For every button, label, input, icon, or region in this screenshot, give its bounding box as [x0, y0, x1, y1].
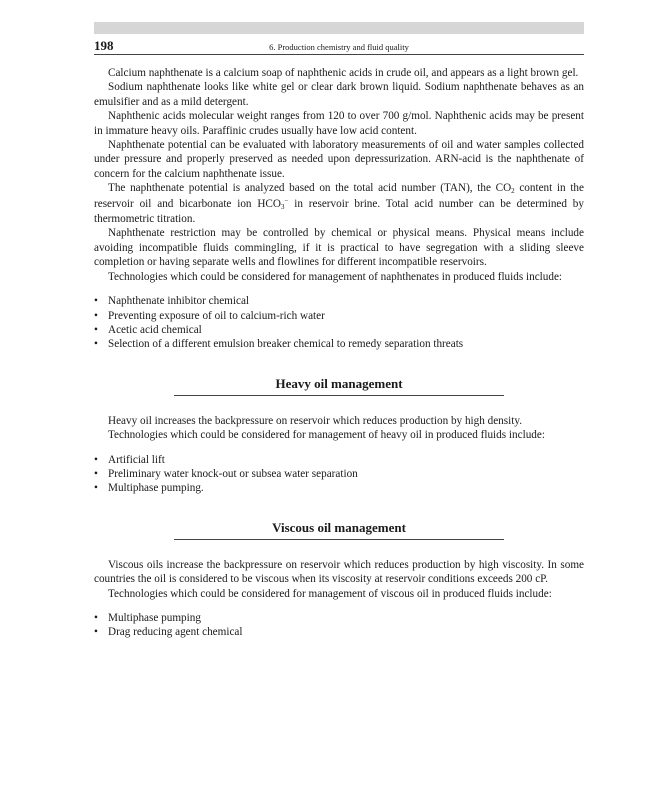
- heading-heavy-oil: Heavy oil management: [275, 375, 403, 391]
- naphthenate-bullet-list: [94, 294, 584, 352]
- list-item: • Preventing exposure of oil to calcium-rich water: [94, 309, 584, 323]
- page-body: [94, 66, 584, 640]
- heading-viscous-oil: Viscous oil management: [272, 519, 406, 535]
- list-item: • Artificial lift: [94, 453, 584, 467]
- paragraph-tan: The naphthenate potential is analyzed based on the total acid number (TAN), the $CO_2$ content in the reservoir oil and bicarbonate ion $HCO_3^-$ in reservoir brine. Total acid number can be determined by thermometric titration.: [94, 182, 584, 226]
- list-item: • Drag reducing agent chemical: [94, 625, 584, 639]
- heading-rule: [174, 539, 504, 540]
- paragraph-calcium-naphthenate: Calcium naphthenate is a calcium soap of naphthenic acids in crude oil, and appears as a light brown gel.: [108, 67, 579, 79]
- list-item: • Multiphase pumping: [94, 611, 584, 625]
- paragraph-molecular-weight: Naphthenic acids molecular weight ranges from 120 to over 700 g/mol. Naphthenic acids may be present in immature heavy oils. Paraffinic crudes usually have low acid content.: [94, 110, 584, 137]
- header-bar: [94, 22, 584, 34]
- paragraph-naphthenate-restriction: Naphthenate restriction may be controlled by chemical or physical means. Physical means include avoiding incompatible fluids commingling, if it is practical to have segregation with a sliding sleeve completion or having separate wells and flowlines for different incompatible reservoirs.: [94, 227, 584, 269]
- running-head: 6. Production chemistry and fluid quality: [269, 42, 409, 52]
- list-item: • Acetic acid chemical: [94, 323, 584, 337]
- header-rule: [94, 54, 584, 55]
- paragraph-heavy-oil-technologies: Technologies which could be considered for management of heavy oil in produced fluids include:: [108, 429, 545, 442]
- heading-rule: [174, 395, 504, 396]
- paragraph-sodium-naphthenate: Sodium naphthenate looks like white gel or clear dark brown liquid. Sodium naphthenate behaves as an emulsifier and as a mild detergent.: [94, 81, 584, 108]
- list-item: • Naphthenate inhibitor chemical: [94, 294, 584, 308]
- list-item: • Selection of a different emulsion breaker chemical to remedy separation threats: [94, 337, 584, 351]
- paragraph-naphthenate-potential: Naphthenate potential can be evaluated with laboratory measurements of oil and water samples collected under pressure and properly preserved as needed upon depressurization. ARN-acid is the naphthenate of concern for the calcium naphthenate issue.: [94, 139, 584, 180]
- viscous-oil-bullet-list: [94, 611, 584, 640]
- paragraph-heavy-oil: Heavy oil increases the backpressure on reservoir which reduces production by high density.: [108, 414, 523, 427]
- heavy-oil-bullet-list: [94, 453, 584, 496]
- paragraph-viscous-oil: Viscous oils increase the backpressure on reservoir which reduces production by high viscosity. In some countries the oil is considered to be viscous when its viscosity at reservoir conditions exceeds 200 cP.: [94, 558, 584, 586]
- paragraph-naphthenate-technologies: Technologies which could be considered for management of naphthenates in produced fluids include:: [108, 270, 563, 283]
- paragraph-viscous-oil-technologies: Technologies which could be considered for management of viscous oil in produced fluids include:: [108, 587, 552, 600]
- list-item: • Preliminary water knock-out or subsea water separation: [94, 467, 584, 481]
- list-item: • Multiphase pumping.: [94, 481, 584, 495]
- page-number: 198: [94, 38, 114, 53]
